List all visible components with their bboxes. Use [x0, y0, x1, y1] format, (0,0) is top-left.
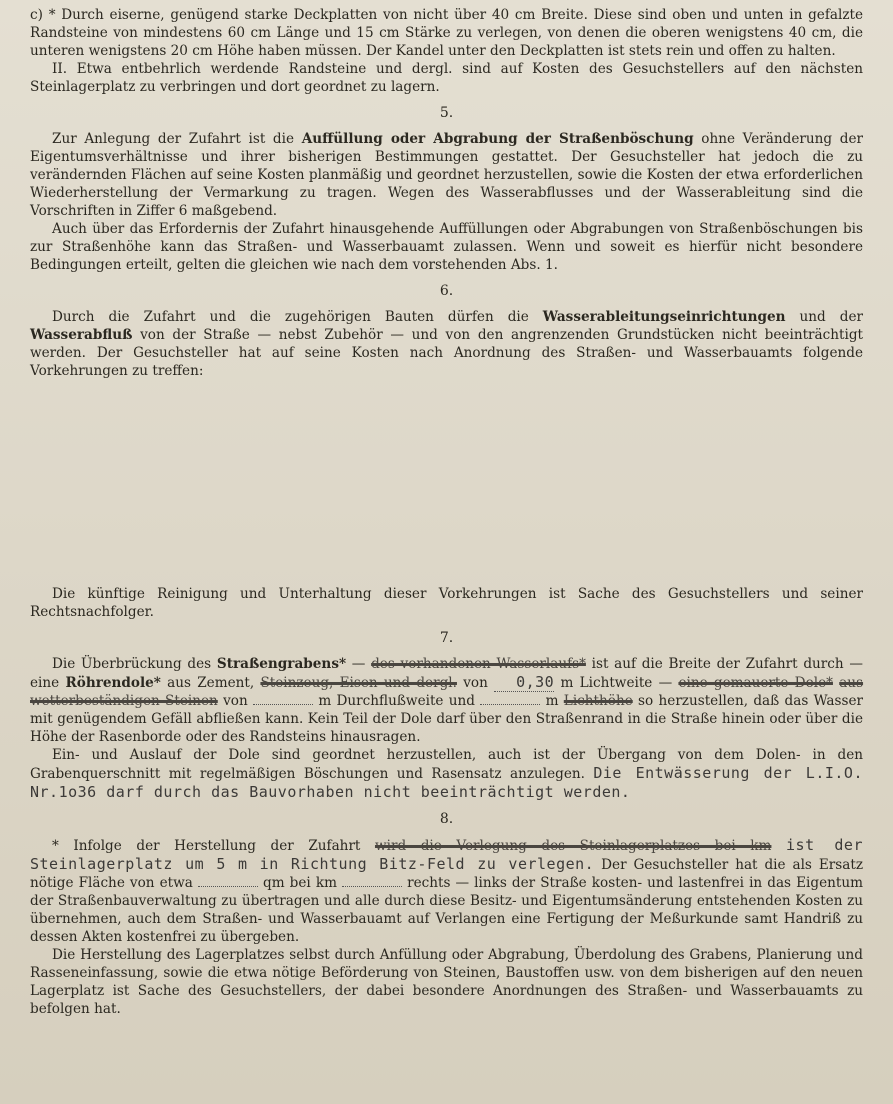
section-5-number: 5.: [439, 105, 454, 121]
clause-c-text: * Durch eiserne, genügend starke Deckplatten von nicht über 40 cm Breite. Diese sind oben und unten in gefalzte Randsteine von mindestens 60 cm Länge und 15 cm Stärke zu verlegen, von denen die oberen wenigstens 40 cm, die unteren wenigstens 20 cm Höhe haben müssen. Der Kandel unter den Deckplatten ist stets rein und offen zu halten.: [30, 7, 863, 59]
section-8-paragraph-2: Die Herstellung des Lagerplatzes selbst durch Anfüllung oder Abgrabung, Überdolung des Grabens, Planierung und Rasseneinfassung, sowie die etwa nötige Beförderung von Steinen, Baustoffen usw. von dem bisherigen auf den neuen Lagerplatz ist Sache des Gesuchstellers, der dabei besondere Anordnungen des Straßen- und Wasserbauamts zu befolgen hat.: [30, 947, 863, 1017]
bold-term: Auffüllung oder Abgrabung der Straßenböschung: [301, 131, 694, 147]
text-run: ohne Veränderung der Eigentumsverhältnisse und ihrer bisherigen Bestimmungen gestattet. Der Gesuchsteller hat jedoch die zu verändernden Flächen auf seine Kosten planmäßig und geordnet herzustellen, sowie die Kosten der etwa erforderlichen Wiederherstellung der Vermarkung zu tragen. Wegen des Wasserabflusses und der Wasserableitung sind die Vorschriften in Ziffer 6 maßgebend.: [30, 131, 864, 219]
text-run: Durch die Zufahrt und die zugehörigen Bauten dürfen die: [52, 309, 543, 325]
clause-ii: II. Etwa entbehrlich werdende Randsteine und dergl. sind auf Kosten des Gesuchstellers auf den nächsten Steinlagerplatz zu verbringen und dort geordnet zu lagern.: [30, 61, 863, 95]
struck-text: des vorhandenen Wasserlaufs*: [371, 656, 586, 672]
text-run: rechts — links der Straße kosten- und lastenfrei in das Eigentum der Straßenbauverwaltung zu übertragen und alle durch diese Besitz- und Eigentumsänderung entstehenden Kosten zu übernehmen, auch dem Straßen- und Wasserbauamt auf Verlangen eine Fertigung der Meßurkunde samt Handriß zu dessen Akten kostenfrei zu übergeben.: [30, 875, 863, 945]
text-run: —: [346, 656, 372, 672]
blank-space: [30, 380, 863, 585]
text-run: Die Überbrückung des: [52, 656, 217, 672]
struck-text: aus wetterbeständigen Steinen: [30, 675, 864, 709]
blank-fill-line: [480, 704, 540, 705]
text-run: * Infolge der Herstellung der Zufahrt: [52, 838, 375, 854]
text-run: Der Gesuchsteller hat die als Ersatz nötige Fläche von etwa: [30, 857, 863, 891]
text-run: aus Zement,: [160, 675, 261, 691]
typed-insertion: Die Entwässerung der L.I.O. Nr.1o36 darf durch das Bauvorhaben nicht beeinträchtigt werden.: [30, 764, 863, 801]
struck-text: Lichthöhe: [563, 693, 633, 709]
section-6-number: 6.: [439, 283, 454, 299]
bold-term: Straßengrabens*: [216, 656, 347, 672]
struck-text: Steinzeug, Eisen und dergl.: [260, 675, 457, 691]
section-5-paragraph-1: [30, 130, 863, 220]
text-run: von der Straße — nebst Zubehör — und von den angrenzenden Grundstücken nicht beeinträchtigt werden. Der Gesuchsteller hat auf seine Kosten nach Anordnung des Straßen- und Wasserbauamts folgende Vorkehrungen zu treffen:: [30, 327, 863, 379]
section-6-paragraph-1: [30, 308, 863, 380]
bold-term: Röhrendole*: [65, 675, 161, 691]
text-run: so herzustellen, daß das Wasser mit genügendem Gefäll abfließen kann. Kein Teil der Dole darf über den Straßenrand in die Straße hinein oder über die Höhe der Rasenborde oder des Randsteins hinausragen.: [30, 693, 863, 745]
section-8-paragraph-1: [30, 836, 863, 946]
struck-text: eine gemauerte Dole*: [678, 675, 833, 691]
text-run: und der: [785, 309, 863, 325]
section-7-paragraph-1: [30, 655, 863, 746]
section-7-paragraph-2: [30, 746, 863, 802]
text-run: m: [540, 693, 564, 709]
typed-fill-value: 0,30: [494, 673, 554, 692]
typed-insertion: ist der Steinlagerplatz um 5 m in Richtung Bitz-Feld zu verlegen.: [30, 836, 863, 873]
blank-fill-line: [253, 704, 313, 705]
section-6-paragraph-2: Die künftige Reinigung und Unterhaltung dieser Vorkehrungen ist Sache des Gesuchstellers und seiner Rechtsnachfolger.: [30, 586, 863, 620]
bold-term: Wasserabfluß: [30, 327, 133, 343]
bold-term: Wasserableitungseinrichtungen: [542, 309, 786, 325]
clause-c-label: c): [30, 7, 43, 23]
section-5-paragraph-2: Auch über das Erfordernis der Zufahrt hinausgehende Auffüllungen oder Abgrabungen von Straßenböschungen bis zur Straßenhöhe kann das Straßen- und Wasserbauamt zulassen. Wenn und soweit es hierfür nicht besondere Bedingungen erteilt, gelten die gleichen wie nach dem vorstehenden Abs. 1.: [30, 221, 863, 273]
blank-fill-line: [342, 886, 402, 887]
clause-c: [30, 6, 863, 60]
text-run: Zur Anlegung der Zufahrt ist die: [52, 131, 302, 147]
text-run: qm bei km: [257, 875, 343, 891]
text-run: von: [217, 693, 254, 709]
text-run: m Lichtweite —: [554, 675, 679, 691]
text-run: Ein- und Auslauf der Dole sind geordnet herzustellen, auch ist der Übergang von dem Dolen- in den Grabenquerschnitt mit regelmäßigen Böschungen und Rasensatz anzulegen.: [30, 747, 863, 782]
text-run: von: [456, 675, 495, 691]
text-run: m Durchflußweite und: [313, 693, 481, 709]
struck-text: wird die Verlegung des Steinlagerplatzes bei km: [374, 838, 772, 854]
section-8-number: 8.: [439, 811, 454, 827]
section-7-number: 7.: [439, 630, 454, 646]
blank-fill-line: [198, 886, 258, 887]
text-run: ist auf die Breite der Zufahrt durch — eine: [30, 656, 863, 691]
